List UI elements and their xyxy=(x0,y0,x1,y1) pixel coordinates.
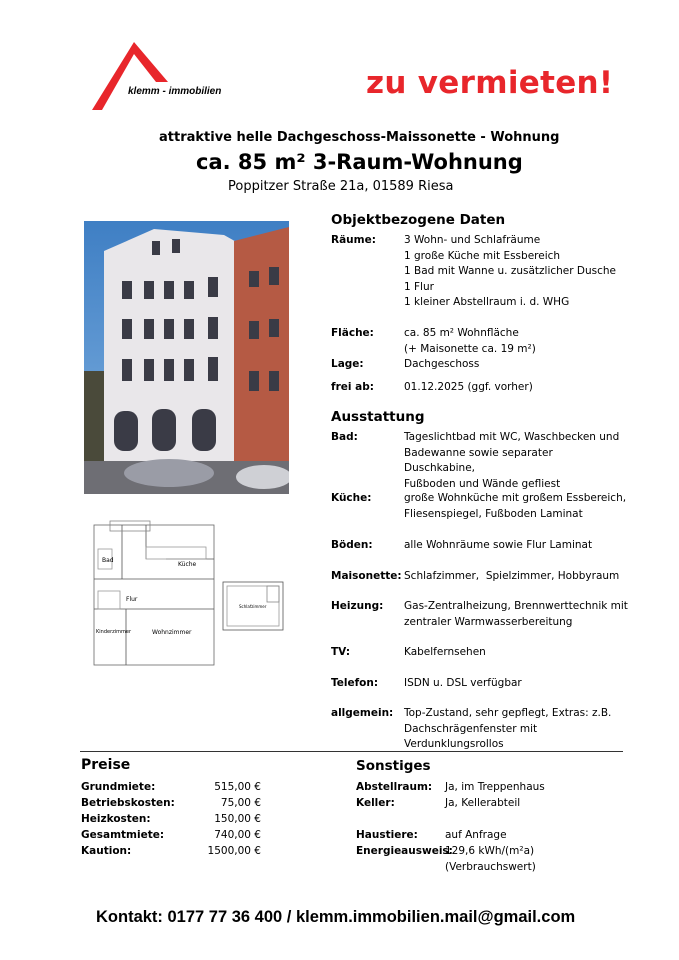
allgemein-value xyxy=(404,706,611,753)
heizung-line: zentraler Warmwasserbereitung xyxy=(404,615,573,628)
section-objekt-heading: Objektbezogene Daten xyxy=(331,212,506,228)
telefon-value: ISDN u. DSL verfügbar xyxy=(404,677,522,689)
room-label-schlafzimmer: Schlafzimmer xyxy=(239,604,267,609)
energie-label: Energieausweis: xyxy=(356,845,453,857)
roof-logo-icon xyxy=(88,38,248,114)
frei-label: frei ab: xyxy=(331,381,374,393)
keller-value: Ja, Kellerabteil xyxy=(445,797,521,809)
floor-plan-maisonette xyxy=(221,580,285,632)
flaeche-line: ca. 85 m² Wohnfläche xyxy=(404,327,519,339)
price-value: 150,00 € xyxy=(214,813,261,825)
energie-line: 129,6 kWh/(m²a) xyxy=(445,845,535,857)
price-value: 515,00 € xyxy=(214,781,261,793)
allgemein-label: allgemein: xyxy=(331,707,394,719)
price-value: 1500,00 € xyxy=(207,845,261,857)
room-label-flur: Flur xyxy=(126,596,138,603)
section-preise-heading: Preise xyxy=(81,757,131,773)
section-divider xyxy=(80,751,623,752)
section-ausstattung-heading: Ausstattung xyxy=(331,409,425,425)
abstellraum-label: Abstellraum: xyxy=(356,781,433,793)
raeume-line: 1 kleiner Abstellraum i. d. WHG xyxy=(404,296,570,308)
energie-line: (Verbrauchswert) xyxy=(445,860,536,873)
room-label-kueche: Küche xyxy=(178,561,197,568)
price-row xyxy=(81,797,261,809)
headline: zu vermieten! xyxy=(366,65,614,101)
abstellraum-value: Ja, im Treppenhaus xyxy=(445,781,545,793)
address: Poppitzer Straße 21a, 01589 Riesa xyxy=(228,179,454,194)
kueche-label: Küche: xyxy=(331,492,372,504)
raeume-line: 1 Bad mit Wanne u. zusätzlicher Dusche xyxy=(404,265,617,277)
lage-value: Dachgeschoss xyxy=(404,358,480,370)
kueche-line: große Wohnküche mit großem Essbereich, xyxy=(404,492,627,504)
room-label-bad: Bad xyxy=(102,557,114,564)
raeume-value xyxy=(404,233,616,311)
price-label: Grundmiete: xyxy=(81,781,156,793)
boeden-value: alle Wohnräume sowie Flur Laminat xyxy=(404,539,593,551)
price-row xyxy=(81,845,261,857)
heizung-line: Gas-Zentralheizung, Brennwerttechnik mit xyxy=(404,600,628,612)
bad-line: Badewanne sowie separater Duschkabine, xyxy=(404,446,553,474)
section-sonstiges-heading: Sonstiges xyxy=(356,758,431,774)
raeume-line: 1 große Küche mit Essbereich xyxy=(404,249,561,262)
energie-value xyxy=(445,844,536,875)
company-logo xyxy=(88,38,248,114)
raeume-label: Räume: xyxy=(331,234,376,246)
kueche-value xyxy=(404,491,626,522)
room-label-wohnzimmer: Wohnzimmer xyxy=(152,629,192,636)
allgemein-line: Verdunklungsrollos xyxy=(404,738,504,750)
lage-label: Lage: xyxy=(331,358,364,370)
heizung-value xyxy=(404,599,628,630)
price-label: Betriebskosten: xyxy=(81,797,175,809)
flaeche-value xyxy=(404,326,536,357)
subtitle: attraktive helle Dachgeschoss-Maissonette - Wohnung xyxy=(159,130,560,145)
kueche-line: Fliesenspiegel, Fußboden Laminat xyxy=(404,507,583,520)
logo-text: klemm - immobilien xyxy=(128,86,222,97)
bad-value xyxy=(404,430,622,492)
price-label: Kaution: xyxy=(81,845,132,857)
contact-line: Kontakt: 0177 77 36 400 / klemm.immobilien.mail@gmail.com xyxy=(96,908,576,926)
maisonette-label: Maisonette: xyxy=(331,570,402,582)
heizung-label: Heizung: xyxy=(331,600,384,612)
keller-label: Keller: xyxy=(356,797,395,809)
tv-label: TV: xyxy=(331,646,351,658)
telefon-label: Telefon: xyxy=(331,677,379,689)
price-value: 75,00 € xyxy=(220,797,261,809)
price-row xyxy=(81,813,261,825)
maisonette-value: Schlafzimmer, Spielzimmer, Hobbyraum xyxy=(404,570,620,582)
building-photo xyxy=(84,221,289,494)
price-label: Heizkosten: xyxy=(81,813,151,825)
haustiere-label: Haustiere: xyxy=(356,829,418,841)
page-title: ca. 85 m² 3-Raum-Wohnung xyxy=(196,150,523,174)
tv-value: Kabelfernsehen xyxy=(404,646,486,658)
price-row xyxy=(81,781,261,793)
raeume-line: 3 Wohn- und Schlafräume xyxy=(404,234,541,246)
raeume-line: 1 Flur xyxy=(404,280,434,293)
haustiere-value: auf Anfrage xyxy=(445,829,507,841)
room-label-kinderzimmer: Kinderzimmer xyxy=(96,629,132,635)
flaeche-label: Fläche: xyxy=(331,327,374,339)
price-row xyxy=(81,829,261,841)
bad-line: Fußboden und Wände gefliest xyxy=(404,477,561,490)
allgemein-line: Dachschrägenfenster mit xyxy=(404,722,538,735)
allgemein-line: Top-Zustand, sehr gepflegt, Extras: z.B. xyxy=(404,707,612,719)
frei-value: 01.12.2025 (ggf. vorher) xyxy=(404,381,533,393)
boeden-label: Böden: xyxy=(331,539,373,551)
bad-label: Bad: xyxy=(331,431,358,443)
bad-line: Tageslichtbad mit WC, Waschbecken und xyxy=(404,431,620,443)
flaeche-line: (+ Maisonette ca. 19 m²) xyxy=(404,342,536,355)
price-value: 740,00 € xyxy=(214,829,261,841)
price-label: Gesamtmiete: xyxy=(81,829,165,841)
